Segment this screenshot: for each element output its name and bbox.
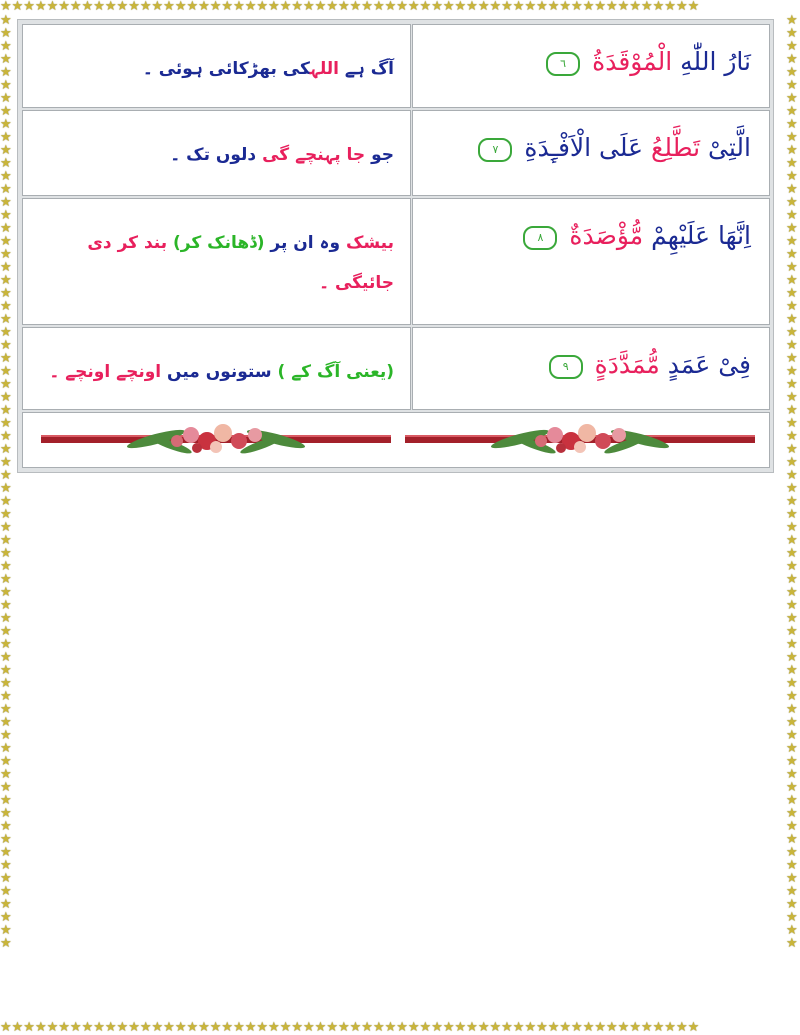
decoration-row bbox=[22, 412, 770, 468]
urdu-text: بھڑکائی ہوئی ۔ bbox=[142, 59, 277, 79]
urdu-text: کی bbox=[276, 59, 310, 79]
arabic-text: فِیْ عَمَدٍ bbox=[659, 350, 751, 379]
ayah-marker-icon: ٩ bbox=[549, 355, 583, 379]
urdu-cell-8 bbox=[22, 198, 411, 325]
arabic-text: الَّتِیْ bbox=[700, 133, 751, 162]
arabic-highlight: تَطَّلِعُ bbox=[651, 133, 701, 162]
star-border-right: ★★★★★★★★★★★★★★★★★★★★★★★★★★★★★★★★★★★★★★★★★★★★★★★★★★★★★★★★★★★★★★★★★★★★★★★★ bbox=[786, 14, 798, 951]
urdu-text: آگ ہے bbox=[339, 59, 394, 79]
urdu-cell-7 bbox=[22, 110, 411, 196]
urdu-text: دلوں تک ۔ bbox=[170, 145, 263, 165]
arabic-text: اِنَّهَا عَلَيْهِمْ bbox=[643, 221, 751, 250]
star-border-left: ★★★★★★★★★★★★★★★★★★★★★★★★★★★★★★★★★★★★★★★★★★★★★★★★★★★★★★★★★★★★★★★★★★★★★★★★ bbox=[0, 14, 12, 951]
arabic-text: نَارُ اللّٰهِ bbox=[672, 47, 751, 76]
urdu-bracket-text: (یعنی آگ کے ) bbox=[277, 362, 394, 382]
ayah-marker-icon: ٦ bbox=[546, 52, 580, 76]
urdu-highlight: جا پہنچے گی bbox=[262, 145, 366, 165]
urdu-text: وہ ان پر bbox=[264, 233, 346, 253]
arabic-cell-7 bbox=[412, 110, 770, 196]
urdu-cell-9 bbox=[22, 327, 411, 410]
arabic-highlight: مُّمَدَّدَةٍ bbox=[594, 350, 660, 379]
star-border-bottom: ★★★★★★★★★★★★★★★★★★★★★★★★★★★★★★★★★★★★★★★★★★★★★★★★★★★★★★★★★★★★ bbox=[0, 1021, 700, 1035]
arabic-cell-6 bbox=[412, 24, 770, 108]
star-border-top: ★★★★★★★★★★★★★★★★★★★★★★★★★★★★★★★★★★★★★★★★★★★★★★★★★★★★★★★★★★★★ bbox=[0, 0, 700, 14]
arabic-text: عَلَى الْاَفْـِٕدَةِ bbox=[524, 133, 652, 162]
arabic-highlight: الْمُوْقَدَةُ bbox=[592, 47, 673, 76]
ayah-marker-icon: ٨ bbox=[523, 226, 557, 250]
urdu-highlight: اللہ bbox=[309, 59, 339, 79]
urdu-highlight: اونچے اونچے ۔ bbox=[49, 362, 162, 382]
verse-table bbox=[17, 19, 774, 473]
arabic-cell-9 bbox=[412, 327, 770, 410]
urdu-cell-6 bbox=[22, 24, 411, 108]
arabic-highlight: مُّؤْصَدَةٌ bbox=[569, 221, 644, 250]
floral-divider-icon bbox=[405, 419, 755, 457]
urdu-highlight: بند کر دی جائیگی ۔ bbox=[87, 233, 394, 293]
arabic-cell-8 bbox=[412, 198, 770, 325]
urdu-highlight: بیشک bbox=[345, 233, 394, 253]
urdu-text: ستونوں میں bbox=[161, 362, 278, 382]
urdu-bracket-text: (ڈھانک کر) bbox=[173, 233, 265, 253]
urdu-text: جو bbox=[365, 145, 394, 165]
ayah-marker-icon: ٧ bbox=[478, 138, 512, 162]
floral-divider-icon bbox=[41, 419, 391, 457]
